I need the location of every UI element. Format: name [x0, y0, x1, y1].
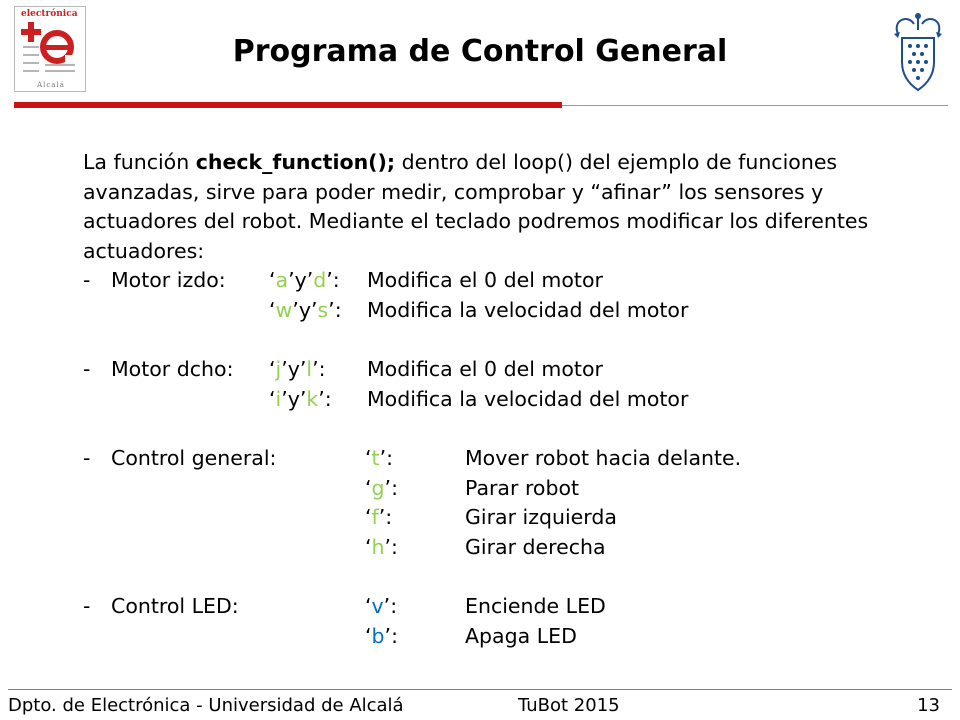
key-g: g: [371, 475, 385, 500]
bullet-dash: -: [83, 445, 91, 470]
quote-mark: ’:: [384, 534, 398, 559]
control-led-row-1: [83, 592, 883, 622]
key-pair: [269, 296, 342, 326]
intro-post: dentro del loop() del ejemplo de funciones avanzadas, sirve para poder medir, comprobar y “afinar” los sensores y actuadores del robot. Mediante el teclado podremos modificar los diferentes actuadores:: [83, 150, 869, 263]
quote-mark: ‘: [365, 445, 372, 470]
spacer: [83, 562, 883, 592]
key-w: w: [275, 297, 293, 322]
key-pair: [269, 385, 332, 415]
key-b: b: [371, 623, 385, 648]
quote-mark: ’:: [383, 593, 398, 618]
quote-mark: ’:: [328, 297, 342, 322]
quote-mark: ‘: [269, 268, 276, 293]
control-general-label: Control general:: [111, 445, 277, 470]
control-led-row-2: [83, 622, 883, 652]
key-d: d: [313, 268, 327, 293]
quote-mark: ’:: [318, 386, 332, 411]
quote-mark: ’:: [384, 623, 398, 648]
quote-mark: ’y’: [288, 268, 314, 293]
key-pair: [269, 355, 326, 385]
footer-event: TuBot 2015: [518, 695, 620, 716]
quote-mark: ‘: [365, 593, 372, 618]
quote-mark: ’:: [312, 357, 326, 382]
key-t: t: [371, 445, 380, 470]
control-led-label: Control LED:: [111, 593, 239, 618]
key-h: h: [371, 534, 385, 559]
university-crest-icon: [886, 10, 950, 100]
bullet-dash: -: [83, 357, 91, 382]
key-description: Enciende LED: [465, 593, 606, 618]
page-title: Programa de Control General: [232, 34, 728, 69]
slide-content: [83, 148, 883, 651]
quote-mark: ’:: [379, 445, 394, 470]
quote-mark: ’y’: [281, 357, 307, 382]
motor-dcho-label: Motor dcho:: [111, 357, 234, 382]
motor-izdo-label: Motor izdo:: [111, 268, 226, 293]
footer-department: Dpto. de Electrónica - Universidad de Alcalá: [8, 695, 404, 716]
motor-izdo-row-2: [83, 296, 883, 326]
quote-mark: ‘: [269, 357, 276, 382]
control-general-row-2: [83, 474, 883, 504]
logo-mark-icon: [19, 21, 81, 79]
quote-mark: ‘: [269, 297, 276, 322]
department-logo: [14, 6, 86, 92]
intro-pre: La función: [83, 150, 196, 174]
key-description: Modifica el 0 del motor: [367, 357, 603, 382]
logo-subtext: Alcalá: [37, 81, 65, 89]
key-i: i: [275, 386, 282, 411]
page-number: 13: [917, 695, 940, 716]
key-description: Girar izquierda: [465, 505, 617, 530]
control-general-row-1: [83, 444, 883, 474]
control-general-row-4: [83, 533, 883, 563]
key-cell: [365, 444, 393, 474]
motor-dcho-row-2: [83, 385, 883, 415]
key-v: v: [371, 593, 384, 618]
quote-mark: ‘: [365, 505, 372, 530]
bullet-dash: -: [83, 593, 91, 618]
key-description: Parar robot: [465, 475, 580, 500]
motor-dcho-row-1: [83, 355, 883, 385]
quote-mark: ‘: [365, 623, 372, 648]
title-underline-gray: [562, 105, 948, 106]
key-description: Girar derecha: [465, 534, 606, 559]
key-s: s: [317, 297, 329, 322]
footer-divider: [8, 689, 952, 690]
key-description: Modifica el 0 del motor: [367, 268, 603, 293]
quote-mark: ’:: [384, 475, 398, 500]
title-underline-red: [14, 102, 562, 108]
quote-mark: ’y’: [281, 386, 307, 411]
key-j: j: [275, 357, 282, 382]
quote-mark: ’:: [378, 505, 393, 530]
key-cell: [365, 592, 397, 622]
key-k: k: [306, 386, 319, 411]
logo-text: electrónica: [21, 9, 78, 19]
key-cell: [365, 533, 398, 563]
quote-mark: ‘: [269, 386, 276, 411]
key-description: Modifica la velocidad del motor: [367, 297, 689, 322]
key-pair: [269, 266, 340, 296]
key-a: a: [275, 268, 289, 293]
key-description: Mover robot hacia delante.: [465, 445, 742, 470]
key-l: l: [306, 357, 313, 382]
key-cell: [365, 503, 392, 533]
intro-paragraph: [83, 148, 883, 266]
quote-mark: ‘: [365, 475, 372, 500]
quote-mark: ’:: [326, 268, 340, 293]
function-name: check_function();: [195, 150, 396, 174]
key-description: Modifica la velocidad del motor: [367, 386, 689, 411]
quote-mark: ’y’: [292, 297, 318, 322]
bullet-dash: -: [83, 268, 91, 293]
spacer: [83, 326, 883, 356]
spacer: [83, 414, 883, 444]
quote-mark: ‘: [365, 534, 372, 559]
motor-izdo-row-1: [83, 266, 883, 296]
key-f: f: [371, 505, 379, 530]
key-cell: [365, 474, 398, 504]
key-description: Apaga LED: [465, 623, 577, 648]
key-cell: [365, 622, 398, 652]
control-general-row-3: [83, 503, 883, 533]
